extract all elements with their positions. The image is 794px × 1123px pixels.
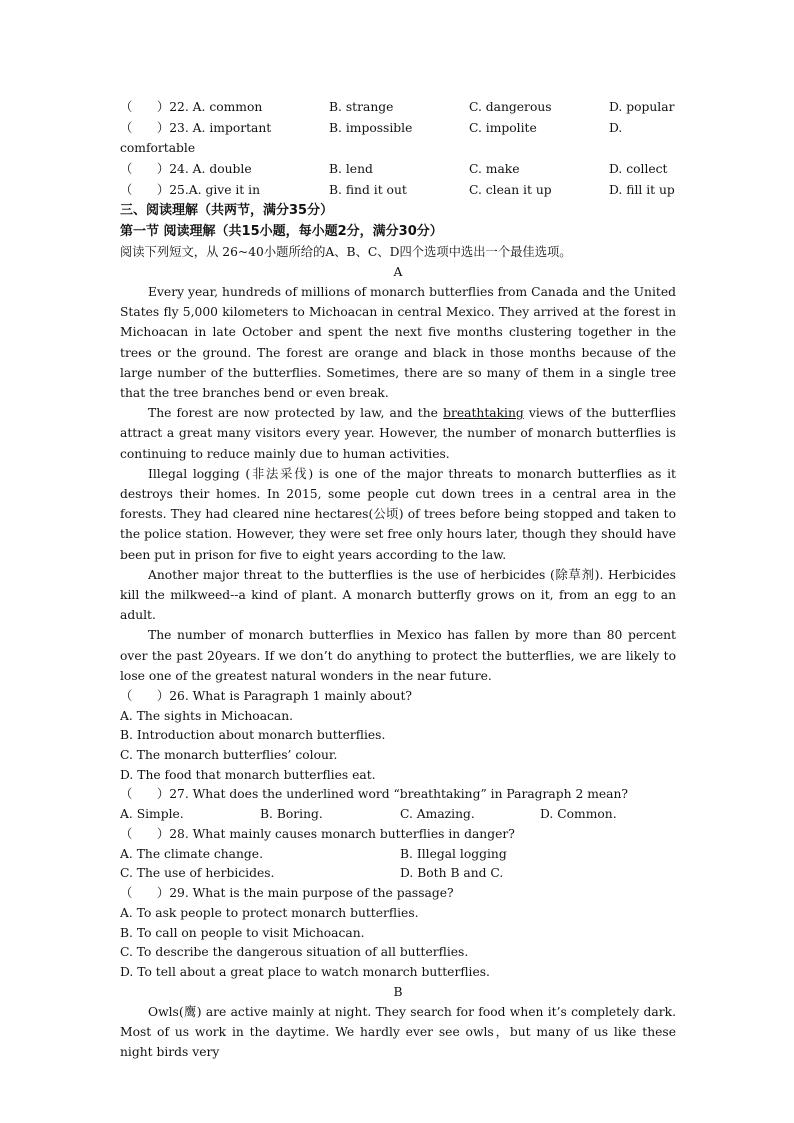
cloze-option-c: C. clean it up xyxy=(469,182,552,197)
cloze-row-22 xyxy=(120,96,676,117)
question-27-option-a: A. Simple. xyxy=(120,807,184,822)
question-27-option-c: C. Amazing. xyxy=(400,807,475,822)
question-27-options xyxy=(120,804,676,824)
para2-text-before: The forest are now protected by law, and the xyxy=(148,406,444,421)
question-26-option-c: C. The monarch butterflies’ colour. xyxy=(120,748,338,763)
passage-a-paragraph-5: The number of monarch butterflies in Mexico has fallen by more than 80 percent over the past 20years. If we don’t do anything to protect the butterflies, we are likely to lose one of the greatest natural wonders in the near future. xyxy=(120,628,676,683)
cloze-option-a: （ ）25.A. give it in xyxy=(120,182,261,197)
instruction-text: 阅读下列短文，从 26~40小题所给的A、B、C、D四个选项中选出一个最佳选项。 xyxy=(120,245,572,259)
cloze-option-c: C. dangerous xyxy=(469,99,552,114)
question-28-option-d: D. Both B and C. xyxy=(400,866,504,881)
passage-a-paragraph-1: Every year, hundreds of millions of monarch butterflies from Canada and the United States fly 5,000 kilometers to Michoacan in central Mexico. They arrived at the forest in Michoacan in late October and spent the next five months clustering together in the trees or the ground. The forest are orange and black in those months because of the large number of the butterflies. Sometimes, there are so many of them in a single tree that the tree branches bend or even break. xyxy=(120,285,676,401)
cloze-option-b: B. impossible xyxy=(329,120,413,135)
cloze-option-a: （ ）22. A. common xyxy=(120,99,263,114)
question-26-option-b: B. Introduction about monarch butterflies. xyxy=(120,728,386,743)
question-29-option-d: D. To tell about a great place to watch monarch butterflies. xyxy=(120,964,490,979)
question-27-option-b: B. Boring. xyxy=(260,807,323,822)
question-29-option-b: B. To call on people to visit Michoacan. xyxy=(120,925,365,940)
cloze-row-25 xyxy=(120,179,676,200)
cloze-option-b: B. lend xyxy=(329,161,373,176)
cloze-option-c: C. make xyxy=(469,161,520,176)
passage-b-paragraph-1: Owls(鹰) are active mainly at night. They search for food when it’s completely dark. Most of us work in the daytime. We hardly ever see owls，but many of us like these night birds very xyxy=(120,1004,676,1059)
cloze-option-d: D. xyxy=(609,120,623,135)
passage-b-label: B xyxy=(393,984,403,999)
underlined-word-breathtaking: breathtaking xyxy=(443,406,524,421)
part-title: 第一节 阅读理解（共15小题，每小题2分，满分30分） xyxy=(120,223,443,239)
question-28-stem: （ ）28. What mainly causes monarch butterflies in danger? xyxy=(120,827,515,842)
question-28-option-b: B. Illegal logging xyxy=(400,846,507,861)
question-26-option-a: A. The sights in Michoacan. xyxy=(120,708,294,723)
cloze-option-d: D. fill it up xyxy=(609,182,675,197)
cloze-option-a: （ ）24. A. double xyxy=(120,161,252,176)
cloze-option-b: B. find it out xyxy=(329,182,407,197)
para2-text-after: views of the butterflies attract a great many visitors every year. However, the number of monarch butterflies is continuing to reduce mainly due to human activities. xyxy=(120,406,676,461)
question-29-option-c: C. To describe the dangerous situation of all butterflies. xyxy=(120,945,469,960)
passage-a-paragraph-2 xyxy=(120,403,676,464)
question-27-option-d: D. Common. xyxy=(540,807,617,822)
question-29-stem: （ ）29. What is the main purpose of the passage? xyxy=(120,886,454,901)
question-28-option-a: A. The climate change. xyxy=(120,846,263,861)
exam-page xyxy=(120,96,676,1062)
cloze-option-d: D. popular xyxy=(609,99,675,114)
passage-a-paragraph-4: Another major threat to the butterflies is the use of herbicides (除草剂). Herbicides kill the milkweed--a kind of plant. A monarch butterfly grows on it, from an egg to an adult. xyxy=(120,567,676,623)
cloze-option-b: B. strange xyxy=(329,99,394,114)
question-28-option-c: C. The use of herbicides. xyxy=(120,866,275,881)
section-title: 三、阅读理解（共两节，满分35分） xyxy=(120,202,334,218)
question-26-option-d: D. The food that monarch butterflies eat. xyxy=(120,767,376,782)
cloze-options xyxy=(120,96,676,200)
question-28-options-ab xyxy=(120,844,676,864)
question-27-stem: （ ）27. What does the underlined word “breathtaking” in Paragraph 2 mean? xyxy=(120,787,628,802)
cloze-row-23-wrap: comfortable xyxy=(120,141,196,155)
cloze-option-c: C. impolite xyxy=(469,120,537,135)
cloze-row-23 xyxy=(120,117,676,138)
cloze-row-24 xyxy=(120,158,676,179)
question-29-option-a: A. To ask people to protect monarch butterflies. xyxy=(120,906,419,921)
passage-a-label: A xyxy=(393,265,403,279)
passage-a-paragraph-3: Illegal logging (非法采伐) is one of the major threats to monarch butterflies as it destroys their homes. In 2015, some people cut down trees in a central area in the forests. They had cleared nine hectares(公顷) of trees before being stopped and taken to the police station. However, they were set free only hours later, though they should have been put in prison for five to eight years according to the law. xyxy=(120,466,676,562)
cloze-option-a: （ ）23. A. important xyxy=(120,120,272,135)
question-28-options-cd xyxy=(120,864,676,884)
cloze-option-d: D. collect xyxy=(609,161,668,176)
question-26-stem: （ ）26. What is Paragraph 1 mainly about? xyxy=(120,689,413,704)
